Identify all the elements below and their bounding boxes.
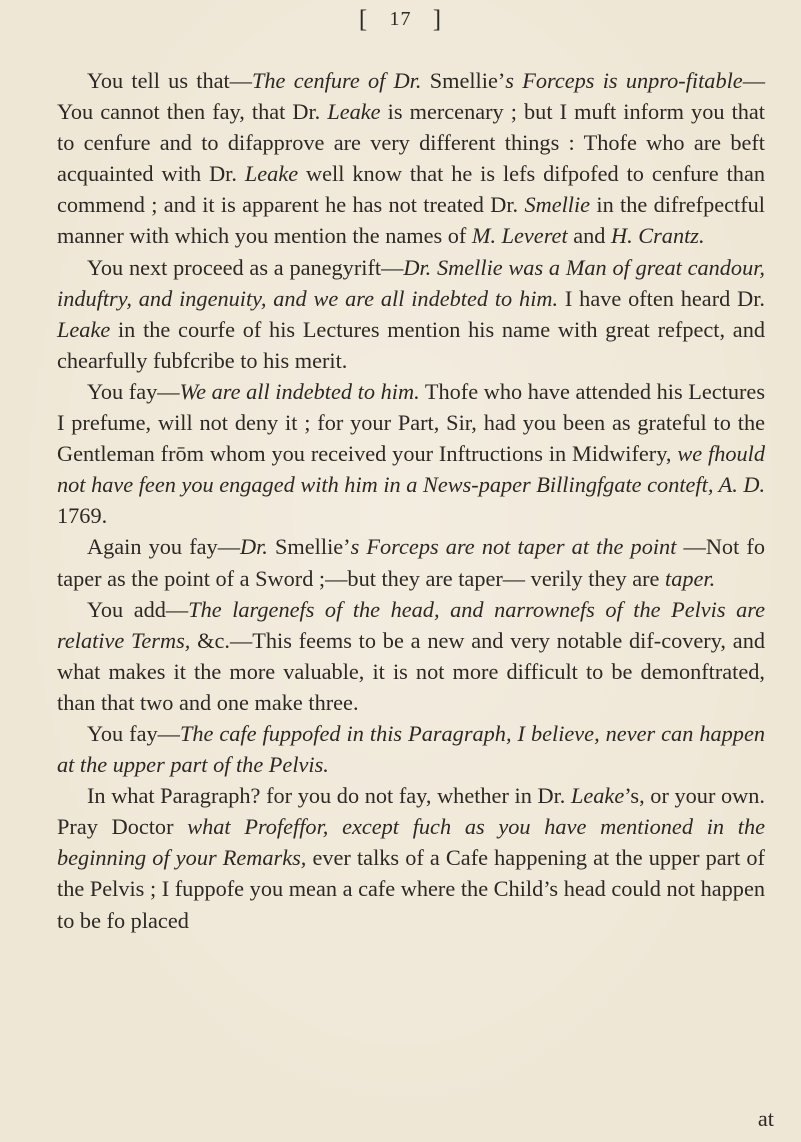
italic-run: The largenefs of the head, and narrownefs of the Pelvis are relative Terms,: [57, 596, 765, 653]
italic-run: Smellie: [524, 192, 591, 218]
italic-run: Dr.: [240, 534, 268, 560]
text-run: You fay—: [87, 378, 180, 404]
text-run: well know that he is lefs difpofed to cenfure than commend ; and it is apparent he has not treated Dr.: [57, 161, 765, 218]
text-run: Thofe who have attended his Lectures I prefume, will not deny it ; for your Part, Sir, had you been as grateful to the Gentleman frōm whom you received your Inftructions in Midwifery,: [57, 378, 765, 467]
text-run: —Not fo taper as the point of a Sword ;—but they are taper— verily they are: [57, 534, 765, 591]
text-run: 1769.: [57, 503, 108, 529]
paragraph: [57, 252, 765, 376]
paragraph: [57, 65, 765, 252]
text-run: You next proceed as a panegyrift—: [87, 254, 404, 280]
paragraph: [57, 594, 765, 718]
paragraph: [57, 531, 765, 593]
text-run: in the courfe of his Lectures mention his name with great refpect, and chearfully fubfcribe to his merit.: [57, 316, 765, 373]
italic-run: taper.: [665, 565, 716, 591]
italic-run: Dr. Smellie was a Man of great candour, induftry, and ingenuity, and we are all indebted to him.: [57, 254, 765, 311]
running-head: [0, 6, 801, 34]
text-run: is mercenary ; but I muft inform you that to cenfure and to difapprove are very different things : Thofe who are beft acquainted with Dr.: [57, 99, 765, 187]
italic-run: Leake: [570, 783, 625, 809]
paragraph: [57, 376, 765, 531]
text-run: Smellie’: [421, 68, 506, 93]
body-text: [57, 65, 765, 936]
text-run: You tell us that—: [87, 68, 252, 93]
text-run: in the difrefpectful manner with which you mention the names of: [57, 192, 765, 249]
page-number: 17: [389, 8, 412, 30]
text-run: ’s, or your own. Pray Doctor: [57, 783, 765, 840]
text-run: I have often heard Dr.: [558, 285, 765, 311]
italic-run: Leake: [244, 161, 299, 187]
text-run: —You cannot then fay, that Dr.: [57, 68, 765, 125]
text-run: Smellie’: [267, 534, 351, 560]
italic-run: we fhould not have feen you engaged with him in a News-paper Billingfgate conteft, A. D.: [57, 441, 766, 498]
bracket-left: [: [358, 6, 369, 33]
italic-run: The cafe fuppofed in this Paragraph, I believe, never can happen at the upper part of the Pelvis.: [57, 720, 765, 778]
italic-run: H. Crantz.: [611, 223, 705, 249]
text-run: ever talks of a Cafe happening at the upper part of the Pelvis ; I fuppofe you mean a cafe where the Child’s head could not happen to be fo placed: [57, 845, 765, 933]
paragraph: [57, 718, 765, 780]
italic-run: Leake: [327, 99, 381, 125]
italic-run: The cenfure of Dr.: [251, 68, 422, 93]
text-run: In what Paragraph? for you do not fay, whether in Dr.: [87, 783, 571, 809]
italic-run: M. Leveret: [471, 223, 568, 249]
text-run: &c.—This feems to be a new and very notable dif-covery, and what makes it the more valuable, it is not more difficult to be demonftrated, than that two and one make three.: [57, 627, 765, 715]
italic-run: We are all indebted to him.: [179, 378, 420, 404]
text-run: Again you fay—: [87, 534, 240, 560]
catchword: at: [757, 1106, 774, 1131]
italic-run: s Forceps are not taper at the point: [350, 534, 677, 560]
bracket-right: ]: [432, 6, 443, 33]
italic-run: what Profeffor, except fuch as you have mentioned in the beginning of your Remarks,: [57, 814, 765, 871]
paragraph: [57, 780, 765, 935]
text-run: You add—: [87, 596, 189, 622]
text-run: and: [567, 223, 611, 249]
italic-run: Leake: [57, 316, 111, 342]
text-run: You fay—: [87, 720, 180, 746]
italic-run: s Forceps is unpro-fitable: [505, 68, 743, 93]
